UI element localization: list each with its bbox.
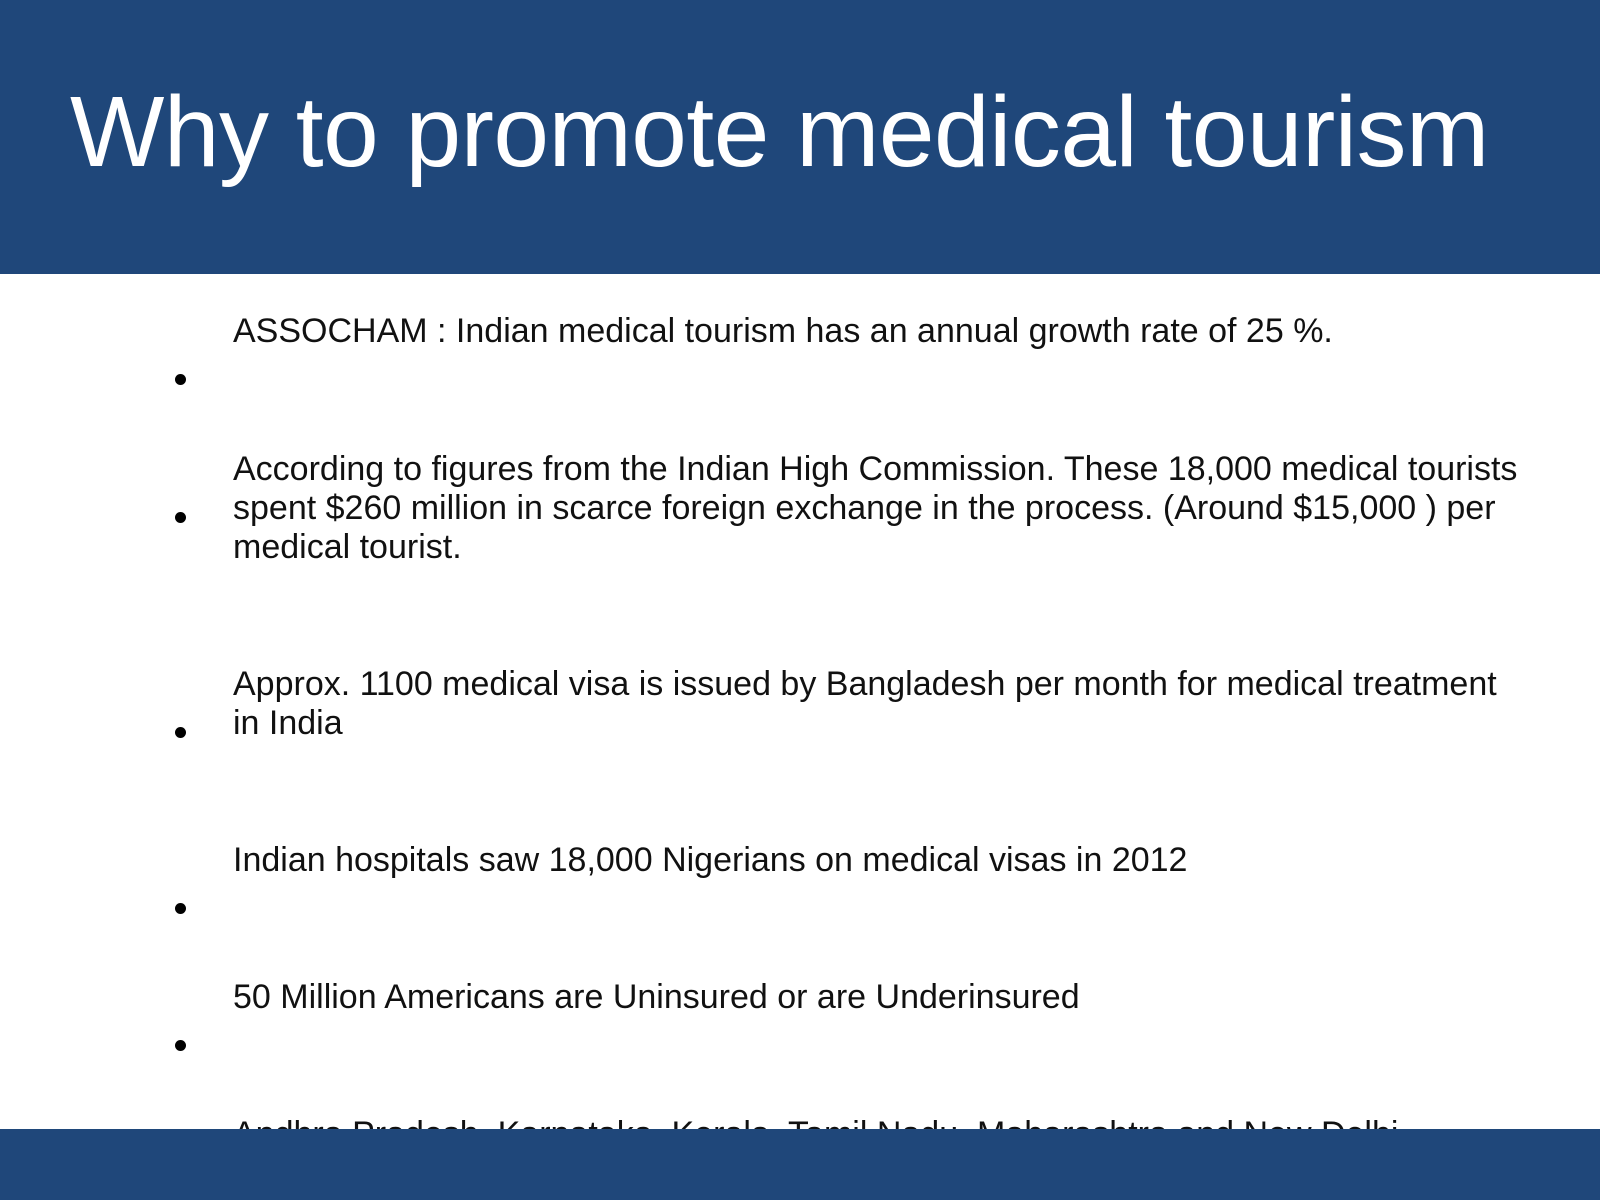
slide-content [0, 274, 1600, 1129]
bullet-text: 50 Million Americans are Uninsured or are Underinsured [233, 978, 1080, 1016]
bullet-dot-icon [175, 374, 186, 385]
slide-title: Why to promote medical tourism [70, 76, 1489, 188]
bullet-dot-icon [175, 1040, 186, 1051]
bullet-dot-icon [175, 903, 186, 914]
slide-footer [0, 1129, 1600, 1200]
bullet-dot-icon [175, 727, 186, 738]
bullet-dot-icon [175, 512, 186, 523]
bullet-text: ASSOCHAM : Indian medical tourism has an annual growth rate of 25 %. [233, 312, 1333, 350]
bullet-text: According to figures from the Indian High Commission. These 18,000 medical tourists spent $260 million in scarce foreign exchange in the process. (Around $15,000 ) per medical tourist. [233, 450, 1518, 566]
bullet-text: Indian hospitals saw 18,000 Nigerians on medical visas in 2012 [233, 841, 1188, 879]
bullet-text: Approx. 1100 medical visa is issued by Bangladesh per month for medical treatment in India [233, 665, 1497, 742]
slide-header [0, 0, 1600, 274]
